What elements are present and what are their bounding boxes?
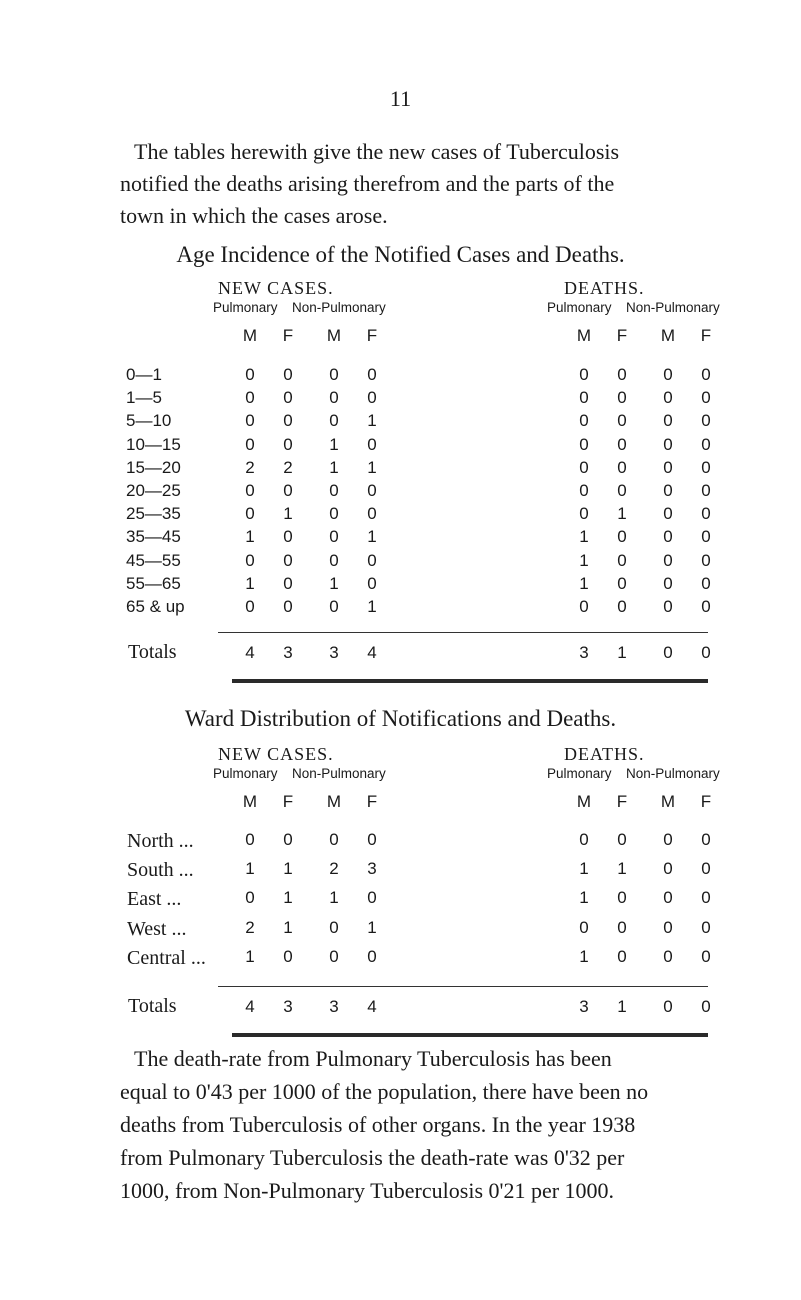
totals-label: Totals	[128, 641, 177, 664]
table-cell: 0	[663, 946, 673, 966]
closing-paragraph	[120, 1042, 740, 1207]
table-cell: 0	[283, 830, 293, 849]
table-cell: 0	[329, 411, 339, 431]
table-cell: 0	[663, 411, 673, 431]
table-cell: 0	[579, 388, 589, 408]
table-cell: 1	[329, 573, 339, 593]
table-cell: 0	[663, 481, 673, 500]
sub-pulmonary: Pulmonary	[547, 300, 612, 315]
table-cell: 0	[663, 434, 673, 454]
table-cell: 2	[283, 457, 293, 477]
row-label: 25—35	[126, 504, 181, 524]
totals-cell: 4	[367, 643, 377, 663]
table-cell: 0	[617, 457, 627, 477]
row-label: North ...	[127, 830, 194, 852]
table-cell: 0	[283, 573, 293, 593]
row-label: 45—55	[126, 550, 181, 570]
totals-cell: 0	[663, 997, 673, 1016]
table-cell: 0	[617, 573, 627, 593]
totals-rule	[218, 986, 708, 987]
table-cell: 0	[329, 365, 339, 384]
col-m-header: M	[660, 326, 676, 345]
table-cell: 0	[663, 859, 673, 879]
table-cell: 0	[617, 550, 627, 570]
totals-cell: 0	[663, 643, 673, 663]
table-cell: 1	[579, 888, 589, 908]
table-cell: 0	[579, 434, 589, 454]
table-cell: 3	[367, 859, 377, 879]
closing-line: from Pulmonary Tuberculosis the death-rate was 0'32 per	[120, 1145, 625, 1170]
table-cell: 0	[701, 434, 711, 454]
row-label: 5—10	[126, 411, 172, 431]
table-cell: 0	[617, 830, 627, 849]
table-cell: 0	[701, 888, 711, 908]
row-label: 1—5	[126, 388, 162, 408]
totals-cell: 1	[617, 643, 627, 663]
table-cell: 1	[579, 527, 589, 547]
table-cell: 0	[245, 388, 255, 408]
col-f-header: F	[700, 326, 712, 345]
row-label: 65 & up	[126, 597, 185, 616]
table-cell: 1	[283, 859, 293, 879]
table-cell: 0	[283, 597, 293, 616]
row-label: West ...	[127, 917, 187, 940]
table-cell: 0	[245, 411, 255, 431]
table-cell: 0	[329, 388, 339, 408]
col-f-header: F	[282, 326, 294, 345]
table-cell: 0	[367, 434, 377, 454]
table-cell: 0	[701, 550, 711, 570]
closing-line: equal to 0'43 per 1000 of the population, there have been no	[120, 1079, 649, 1104]
table-cell: 0	[663, 597, 673, 616]
totals-cell: 0	[701, 643, 711, 663]
table-cell: 0	[663, 917, 673, 937]
table-cell: 0	[329, 504, 339, 524]
col-f-header: F	[366, 326, 378, 345]
table-cell: 0	[701, 457, 711, 477]
totals-cell: 3	[283, 643, 293, 663]
col-m-header: M	[660, 792, 676, 811]
table-cell: 1	[283, 888, 293, 908]
table-cell: 0	[701, 388, 711, 408]
group-deaths: DEATHS.	[564, 744, 645, 764]
table-cell: 2	[245, 917, 255, 937]
table-cell: 0	[367, 504, 377, 524]
table-cell: 0	[245, 830, 255, 849]
totals-cell: 4	[367, 997, 377, 1016]
table-cell: 1	[617, 504, 627, 524]
table-cell: 0	[701, 504, 711, 524]
table-cell: 1	[579, 550, 589, 570]
table-cell: 0	[283, 365, 293, 384]
intro-paragraph	[120, 136, 720, 232]
table-cell: 0	[663, 457, 673, 477]
table-cell: 2	[245, 457, 255, 477]
col-m-header: M	[242, 326, 258, 345]
table-cell: 0	[245, 888, 255, 908]
table-cell: 0	[283, 946, 293, 966]
col-f-header: F	[616, 326, 628, 345]
table-bottom-rule	[232, 679, 708, 683]
col-m-header: M	[326, 792, 342, 811]
table-cell: 0	[617, 597, 627, 616]
group-deaths: DEATHS.	[564, 278, 645, 298]
table-cell: 0	[663, 550, 673, 570]
table-cell: 0	[367, 388, 377, 408]
table-cell: 1	[367, 457, 377, 477]
col-f-header: F	[616, 792, 628, 811]
table-cell: 1	[245, 946, 255, 966]
row-label: East ...	[127, 888, 182, 911]
table-cell: 0	[329, 550, 339, 570]
table-cell: 1	[245, 573, 255, 593]
table-cell: 0	[663, 504, 673, 524]
table-cell: 0	[617, 388, 627, 408]
table-cell: 0	[579, 504, 589, 524]
table-cell: 0	[663, 888, 673, 908]
row-label: 20—25	[126, 481, 181, 500]
totals-rule	[218, 632, 708, 633]
table-cell: 1	[367, 597, 377, 616]
totals-cell: 3	[329, 997, 339, 1016]
table-cell: 0	[701, 411, 711, 431]
table2-title: Ward Distribution of Notifications and Deaths.	[184, 706, 617, 731]
row-label: 10—15	[126, 434, 181, 454]
row-label: South ...	[127, 859, 194, 882]
table1-title: Age Incidence of the Notified Cases and Deaths.	[176, 242, 625, 267]
totals-cell: 3	[329, 643, 339, 663]
table-cell: 0	[245, 365, 255, 384]
table-cell: 0	[367, 365, 377, 384]
col-m-header: M	[576, 326, 592, 345]
table-cell: 0	[367, 550, 377, 570]
sub-pulmonary: Pulmonary	[213, 300, 278, 315]
col-m-header: M	[576, 792, 592, 811]
table-cell: 0	[245, 481, 255, 500]
sub-non-pulmonary: Non-Pulmonary	[292, 300, 386, 315]
table-cell: 0	[663, 388, 673, 408]
table-cell: 1	[579, 946, 589, 966]
closing-line: The death-rate from Pulmonary Tuberculosis has been	[134, 1046, 612, 1071]
table-cell: 0	[617, 917, 627, 937]
sub-non-pulmonary: Non-Pulmonary	[292, 766, 386, 781]
table-cell: 0	[329, 830, 339, 849]
totals-cell: 4	[245, 997, 255, 1016]
table-cell: 1	[245, 859, 255, 879]
totals-cell: 3	[579, 997, 589, 1016]
table-cell: 0	[579, 457, 589, 477]
totals-label: Totals	[128, 995, 177, 1017]
table-cell: 0	[245, 597, 255, 616]
table-cell: 0	[329, 917, 339, 937]
intro-line: The tables herewith give the new cases of Tuberculosis	[134, 139, 620, 164]
table-cell: 0	[663, 573, 673, 593]
table-cell: 0	[701, 365, 711, 384]
table-cell: 0	[579, 481, 589, 500]
table-cell: 1	[329, 434, 339, 454]
table-cell: 0	[329, 597, 339, 616]
table-cell: 0	[283, 388, 293, 408]
table-cell: 0	[367, 481, 377, 500]
table-cell: 0	[701, 527, 711, 547]
table-cell: 0	[579, 365, 589, 384]
table-cell: 0	[617, 527, 627, 547]
closing-line: 1000, from Non-Pulmonary Tuberculosis 0'21 per 1000.	[120, 1178, 615, 1203]
totals-cell: 1	[617, 997, 627, 1016]
table-cell: 0	[663, 830, 673, 849]
table-cell: 0	[283, 434, 293, 454]
sub-non-pulmonary: Non-Pulmonary	[626, 300, 720, 315]
table-cell: 1	[245, 527, 255, 547]
table-cell: 0	[701, 481, 711, 500]
row-label: 35—45	[126, 527, 181, 547]
table-cell: 0	[283, 481, 293, 500]
table-cell: 1	[367, 917, 377, 937]
table-cell: 1	[367, 411, 377, 431]
col-f-header: F	[366, 792, 378, 811]
col-f-header: F	[700, 792, 712, 811]
table-cell: 0	[367, 946, 377, 966]
table-cell: 1	[579, 859, 589, 879]
table-cell: 0	[617, 888, 627, 908]
table-cell: 1	[329, 888, 339, 908]
table-cell: 0	[245, 550, 255, 570]
table-cell: 0	[329, 481, 339, 500]
table-cell: 0	[617, 481, 627, 500]
table-cell: 1	[283, 917, 293, 937]
sub-pulmonary: Pulmonary	[213, 766, 278, 781]
table-cell: 0	[701, 597, 711, 616]
table-cell: 1	[579, 573, 589, 593]
table-cell: 0	[245, 434, 255, 454]
table-cell: 1	[283, 504, 293, 524]
row-label: Central ...	[127, 946, 206, 969]
row-label: 15—20	[126, 457, 181, 477]
table-cell: 0	[283, 411, 293, 431]
table-cell: 0	[367, 830, 377, 849]
table-cell: 0	[617, 946, 627, 966]
table-cell: 0	[579, 917, 589, 937]
table-cell: 0	[701, 830, 711, 849]
table-cell: 0	[701, 573, 711, 593]
group-new-cases: NEW CASES.	[218, 744, 334, 764]
table-cell: 0	[579, 597, 589, 616]
table-cell: 0	[367, 573, 377, 593]
sub-pulmonary: Pulmonary	[547, 766, 612, 781]
table-cell: 0	[617, 434, 627, 454]
col-m-header: M	[242, 792, 258, 811]
table-cell: 0	[663, 365, 673, 384]
table-cell: 0	[617, 411, 627, 431]
table-cell: 0	[701, 946, 711, 966]
table-cell: 2	[329, 859, 339, 879]
page-number: 11	[389, 86, 412, 111]
group-new-cases: NEW CASES.	[218, 278, 334, 298]
totals-cell: 3	[579, 643, 589, 663]
col-m-header: M	[326, 326, 342, 345]
totals-cell: 3	[283, 997, 293, 1016]
col-f-header: F	[282, 792, 294, 811]
table-cell: 0	[367, 888, 377, 908]
intro-line: notified the deaths arising therefrom and the parts of the	[120, 171, 615, 196]
table-cell: 0	[701, 859, 711, 879]
row-label: 55—65	[126, 573, 181, 593]
row-label: 0—1	[126, 365, 162, 384]
table-cell: 0	[329, 946, 339, 966]
table-cell: 0	[579, 830, 589, 849]
sub-non-pulmonary: Non-Pulmonary	[626, 766, 720, 781]
closing-line: deaths from Tuberculosis of other organs. In the year 1938	[120, 1112, 636, 1137]
table-cell: 0	[283, 527, 293, 547]
table-cell: 1	[329, 457, 339, 477]
table-cell: 0	[579, 411, 589, 431]
table-cell: 1	[367, 527, 377, 547]
totals-cell: 4	[245, 643, 255, 663]
table-cell: 0	[329, 527, 339, 547]
table-bottom-rule	[232, 1033, 708, 1037]
table-cell: 0	[617, 365, 627, 384]
table-cell: 0	[663, 527, 673, 547]
table-cell: 1	[617, 859, 627, 879]
table-cell: 0	[701, 917, 711, 937]
table-cell: 0	[283, 550, 293, 570]
intro-line: town in which the cases arose.	[120, 203, 388, 228]
totals-cell: 0	[701, 997, 711, 1016]
table-cell: 0	[245, 504, 255, 524]
